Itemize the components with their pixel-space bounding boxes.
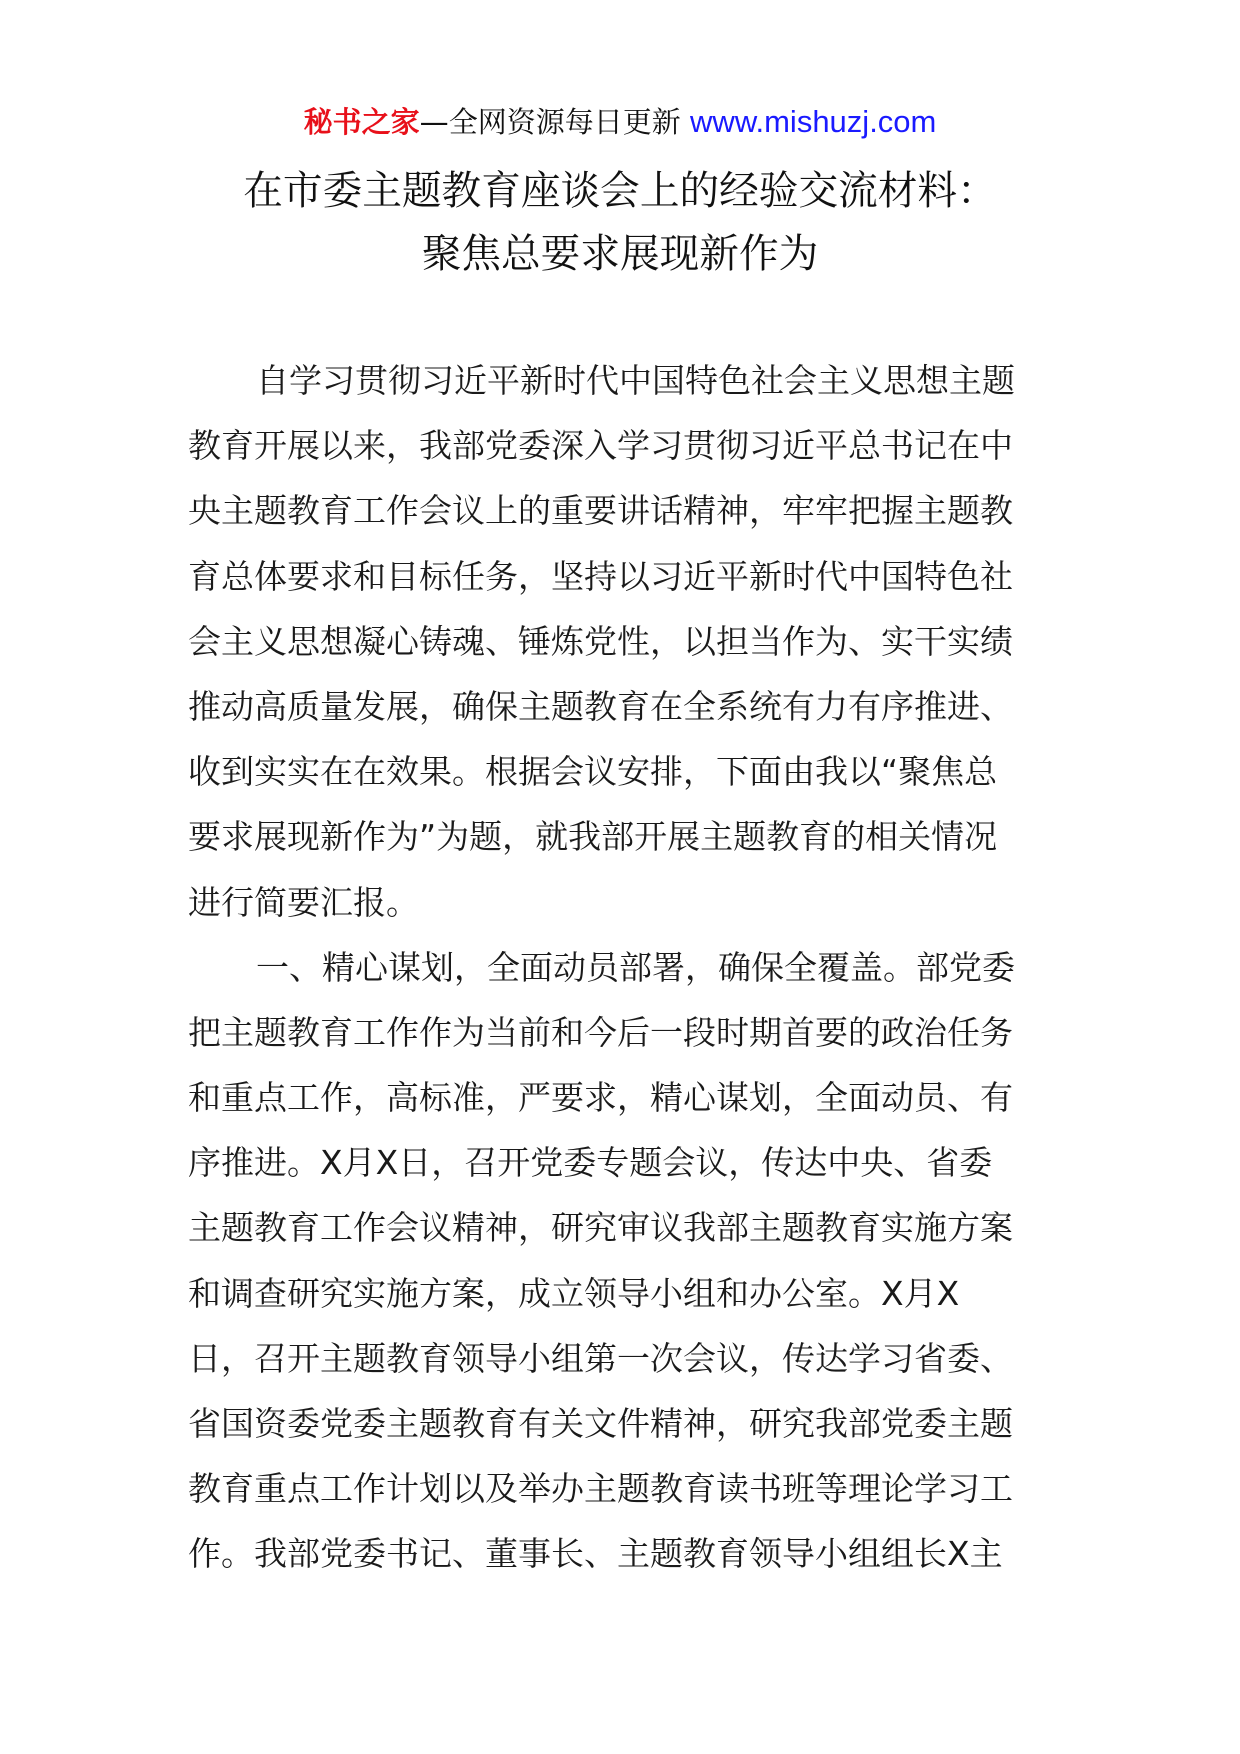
body-line (188, 356, 1056, 421)
body-line-text: 要求展现新作为”为题，就我部开展主题教育的相关情况 (188, 817, 998, 857)
body-line (188, 1269, 1056, 1334)
body-line-text: 进行简要汇报。 (188, 882, 419, 922)
body-line-text: 主题教育工作会议精神，研究审议我部主题教育实施方案 (188, 1208, 1013, 1248)
body-line (188, 878, 1056, 943)
body-line (188, 1529, 1056, 1594)
header-tagline: —全网资源每日更新 (419, 105, 681, 139)
title-line-1: 在市委主题教育座谈会上的经验交流材料： (243, 168, 997, 214)
body-line (188, 1203, 1056, 1268)
body-line-text: 会主义思想凝心铸魂、锤炼党性，以担当作为、实干实绩 (188, 621, 1013, 661)
document-body (188, 356, 1056, 1595)
body-line (188, 486, 1056, 551)
body-line-text: 和重点工作，高标准，严要求，精心谋划，全面动员、有 (188, 1078, 1013, 1118)
body-line (188, 1073, 1056, 1138)
body-line-text: 日，召开主题教育领导小组第一次会议，传达学习省委、 (188, 1338, 1013, 1378)
body-line-text: 央主题教育工作会议上的重要讲话精神，牢牢把握主题教 (188, 491, 1013, 531)
body-line-text: 作。我部党委书记、董事长、主题教育领导小组组长X主 (188, 1534, 1003, 1574)
body-line-text: 和调查研究实施方案，成立领导小组和办公室。X月X (188, 1273, 960, 1313)
body-line (188, 1138, 1056, 1203)
body-line (188, 1399, 1056, 1464)
body-line (188, 1334, 1056, 1399)
body-line-text: 推动高质量发展，确保主题教育在全系统有力有序推进、 (188, 686, 1013, 726)
body-line-text: 一、精心谋划，全面动员部署，确保全覆盖。部党委 (256, 947, 1015, 987)
body-line (188, 812, 1056, 877)
body-line-text: 收到实实在在效果。根据会议安排，下面由我以“聚焦总 (188, 752, 998, 792)
body-line (188, 682, 1056, 747)
body-line (188, 747, 1056, 812)
document-title (0, 160, 1240, 286)
body-line-text: 省国资委党委主题教育有关文件精神，研究我部党委主题 (188, 1404, 1013, 1443)
body-line-text: 教育开展以来，我部党委深入学习贯彻习近平总书记在中 (188, 426, 1013, 466)
title-line-2: 聚焦总要求展现新作为 (421, 231, 819, 277)
site-url: www.mishuzj.com (690, 104, 937, 139)
body-line (188, 552, 1056, 617)
body-line (188, 1008, 1056, 1073)
body-line (188, 1464, 1056, 1529)
section-heading-line (188, 943, 1056, 1008)
body-line-text: 自学习贯彻习近平新时代中国特色社会主义思想主题 (256, 361, 1015, 400)
brand-name: 秘书之家 (303, 105, 420, 139)
site-header (0, 100, 1240, 144)
body-line-text: 把主题教育工作作为当前和今后一段时期首要的政治任务 (188, 1012, 1013, 1052)
body-line (188, 617, 1056, 682)
body-line-text: 教育重点工作计划以及举办主题教育读书班等理论学习工 (188, 1469, 1013, 1509)
body-line (188, 421, 1056, 486)
body-line-text: 序推进。X月X日，召开党委专题会议，传达中央、省委 (188, 1143, 993, 1183)
body-line-text: 育总体要求和目标任务，坚持以习近平新时代中国特色社 (188, 556, 1013, 596)
